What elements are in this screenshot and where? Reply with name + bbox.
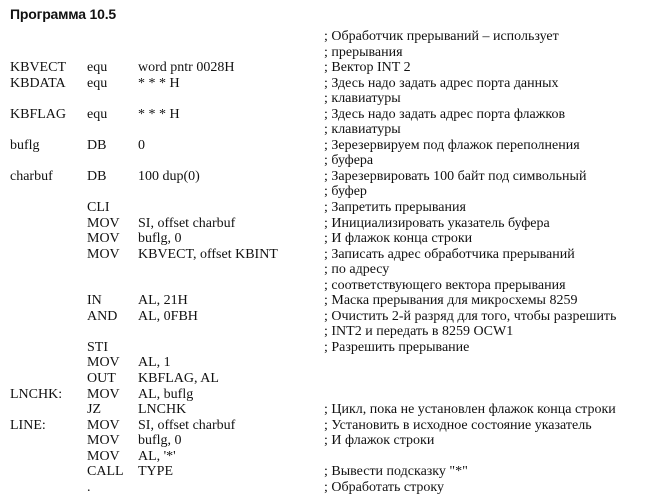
code-mnemonic: MOV — [87, 355, 120, 371]
code-mnemonic: . — [87, 479, 91, 495]
code-mnemonic: MOV — [87, 215, 120, 231]
code-comment: ; Зарезервировать 100 байт под символьный — [324, 168, 587, 184]
code-label: buflg — [10, 137, 40, 153]
code-line — [0, 278, 650, 294]
code-comment: ; Цикл, пока не установлен флажок конца строки — [324, 402, 616, 418]
code-label: KBDATA — [10, 75, 66, 91]
code-line — [0, 216, 650, 232]
code-operand: AL, '*' — [138, 448, 176, 464]
code-line — [0, 184, 650, 200]
code-line — [0, 200, 650, 216]
code-mnemonic: STI — [87, 339, 108, 355]
code-operand: KBVECT, offset KBINT — [138, 246, 278, 262]
code-comment: ; Вывести подсказку "*" — [324, 464, 468, 480]
code-label: KBFLAG — [10, 106, 67, 122]
code-line — [0, 247, 650, 263]
code-line — [0, 309, 650, 325]
code-comment: ; по адресу — [324, 262, 390, 278]
code-operand: word pntr 0028H — [138, 60, 235, 76]
code-label: charbuf — [10, 168, 53, 184]
code-mnemonic: DB — [87, 168, 107, 184]
code-operand: TYPE — [138, 464, 173, 480]
code-mnemonic: CALL — [87, 464, 124, 480]
code-comment: ; Вектор INT 2 — [324, 60, 411, 76]
code-comment: ; Установить в исходное состояние указатель — [324, 417, 592, 433]
code-line — [0, 464, 650, 480]
code-label: LINE: — [10, 417, 46, 433]
code-operand: AL, buflg — [138, 386, 194, 402]
code-mnemonic: DB — [87, 137, 107, 153]
code-comment: ; Обработать строку — [324, 479, 445, 495]
code-mnemonic: equ — [87, 75, 108, 91]
code-mnemonic: OUT — [87, 371, 116, 387]
code-operand: buflg, 0 — [138, 433, 182, 449]
code-line — [0, 107, 650, 123]
code-line — [0, 324, 650, 340]
code-line — [0, 76, 650, 92]
code-label: LNCHK: — [10, 386, 63, 402]
code-mnemonic: MOV — [87, 246, 120, 262]
code-operand: AL, 1 — [138, 355, 171, 371]
code-mnemonic: MOV — [87, 417, 120, 433]
code-mnemonic: MOV — [87, 433, 120, 449]
code-comment: ; Здесь надо задать адрес порта флажков — [324, 106, 566, 122]
code-mnemonic: CLI — [87, 200, 110, 216]
code-operand: AL, 0FBH — [138, 308, 198, 324]
code-line — [0, 262, 650, 278]
code-operand: 0 — [138, 137, 145, 153]
code-line — [0, 433, 650, 449]
code-operand: 100 dup(0) — [138, 168, 200, 184]
code-line — [0, 60, 650, 76]
code-mnemonic: MOV — [87, 448, 120, 464]
code-line — [0, 138, 650, 154]
code-listing — [0, 29, 650, 495]
code-comment: ; клавиатуры — [324, 122, 401, 138]
code-comment: ; буфера — [324, 153, 374, 169]
code-mnemonic: equ — [87, 60, 108, 76]
code-comment: ; Записать адрес обработчика прерываний — [324, 246, 575, 262]
program-title: Программа 10.5 — [10, 6, 116, 22]
code-label: KBVECT — [10, 60, 66, 76]
code-comment: ; Зерезервируем под флажок переполнения — [324, 137, 580, 153]
code-operand: AL, 21H — [138, 293, 188, 309]
code-mnemonic: MOV — [87, 231, 120, 247]
code-operand: SI, offset charbuf — [138, 417, 236, 433]
code-mnemonic: JZ — [87, 402, 101, 418]
code-comment: ; Маска прерывания для микросхемы 8259 — [324, 293, 578, 309]
code-comment: ; буфер — [324, 184, 367, 200]
code-line — [0, 153, 650, 169]
code-comment: ; Инициализировать указатель буфера — [324, 215, 550, 231]
code-operand: * * * H — [138, 106, 180, 122]
code-comment: ; Обработчик прерываний – использует — [324, 29, 559, 44]
code-line — [0, 45, 650, 61]
code-mnemonic: IN — [87, 293, 102, 309]
code-comment: ; Здесь надо задать адрес порта данных — [324, 75, 559, 91]
code-line — [0, 387, 650, 403]
code-comment: ; INT2 и передать в 8259 OCW1 — [324, 324, 514, 340]
code-comment: ; И флажок конца строки — [324, 231, 473, 247]
code-comment: ; прерывания — [324, 44, 403, 60]
code-mnemonic: MOV — [87, 386, 120, 402]
code-operand: buflg, 0 — [138, 231, 182, 247]
code-operand: KBFLAG, AL — [138, 371, 219, 387]
code-line — [0, 169, 650, 185]
code-line — [0, 91, 650, 107]
code-mnemonic: equ — [87, 106, 108, 122]
code-comment: ; Запретить прерывания — [324, 200, 466, 216]
code-line — [0, 402, 650, 418]
code-comment: ; Очистить 2-й разряд для того, чтобы разрешить — [324, 308, 617, 324]
code-line — [0, 293, 650, 309]
code-comment: ; соответствующего вектора прерывания — [324, 277, 566, 293]
code-line — [0, 418, 650, 434]
code-comment: ; клавиатуры — [324, 91, 401, 107]
code-line — [0, 449, 650, 465]
code-line — [0, 231, 650, 247]
code-comment: ; Разрешить прерывание — [324, 339, 470, 355]
code-line — [0, 480, 650, 496]
code-line — [0, 29, 650, 45]
code-operand: LNCHK — [138, 402, 187, 418]
code-line — [0, 340, 650, 356]
code-operand: SI, offset charbuf — [138, 215, 236, 231]
code-comment: ; И флажок строки — [324, 433, 435, 449]
code-line — [0, 122, 650, 138]
code-line — [0, 371, 650, 387]
code-mnemonic: AND — [87, 308, 118, 324]
code-line — [0, 355, 650, 371]
code-operand: * * * H — [138, 75, 180, 91]
